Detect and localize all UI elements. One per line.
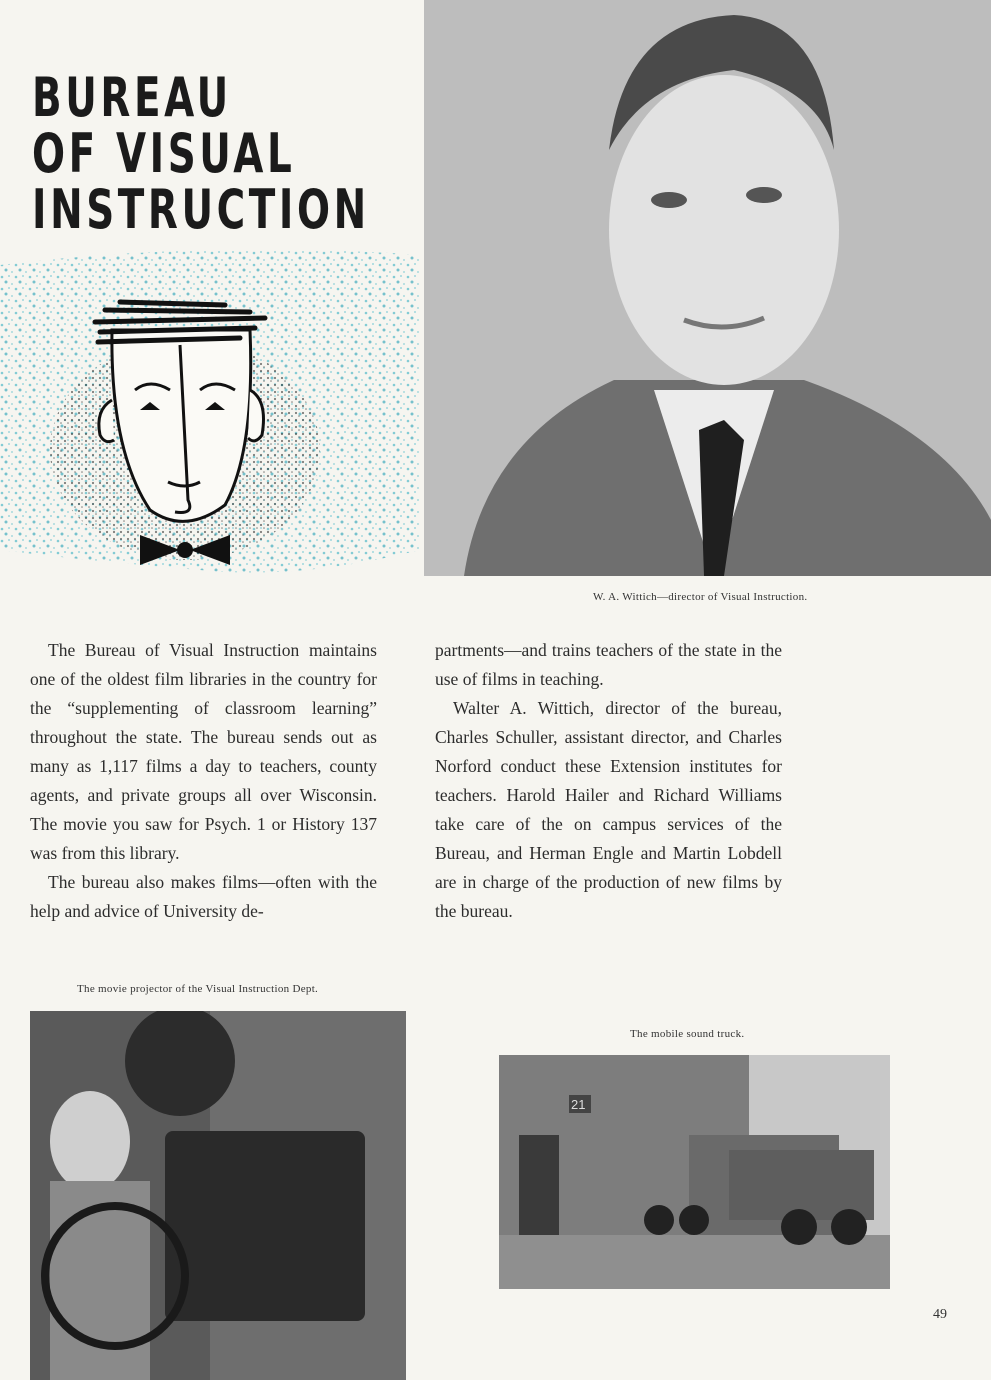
projector-caption: The movie projector of the Visual Instruction Dept. (77, 983, 319, 995)
cartoon-face-illustration (0, 250, 420, 590)
title-line-3: INSTRUCTION (32, 178, 370, 241)
body-paragraph: partments—and trains teachers of the state in the use of films in teaching. (435, 640, 782, 689)
portrait-photo (424, 0, 991, 576)
body-paragraph: Walter A. Wittich, director of the bureau, Charles Schuller, assistant director, and Charles Norford conduct these Extension institutes for teachers. Harold Hailer and Richard Williams take care of the on campus services of the Bureau, and Herman Engle and Martin Lobdell are in charge of the production of new films by the bureau. (435, 698, 782, 921)
building-number: 21 (571, 1097, 586, 1112)
body-paragraph: The bureau also makes films—often with the help and advice of University de- (30, 872, 377, 921)
projector-photo (30, 1011, 406, 1380)
portrait-caption: W. A. Wittich—director of Visual Instruction. (593, 591, 808, 603)
page-number: 49 (933, 1307, 947, 1322)
truck-photo (499, 1055, 890, 1289)
body-paragraph: The Bureau of Visual Instruction maintains one of the oldest film libraries in the country for the “supplementing of classroom learning” throughout the state. The bureau sends out as many as 1,117 films a day to teachers, county agents, and private groups all over Wisconsin. The movie you saw for Psych. 1 or History 137 was from this library. (30, 640, 377, 863)
body-column-left (30, 636, 377, 926)
title-line-2: OF VISUAL (32, 122, 296, 185)
body-column-right (435, 636, 782, 926)
page-title (32, 66, 370, 241)
truck-caption: The mobile sound truck. (630, 1028, 745, 1040)
title-line-1: BUREAU (32, 66, 232, 129)
